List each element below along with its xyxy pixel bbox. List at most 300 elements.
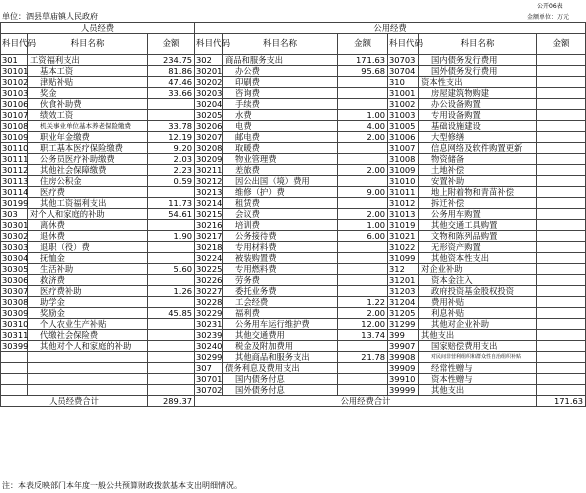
amount — [148, 275, 195, 286]
subject-name: 离休费 — [28, 220, 148, 231]
subject-code: 31002 — [388, 99, 419, 110]
personnel-total-label: 人员经费合计 — [1, 396, 148, 407]
amount — [338, 77, 388, 88]
subject-name: 国内债务发行费用 — [419, 55, 537, 66]
subject-code: 30102 — [2, 77, 29, 87]
subject-code: 31205 — [388, 308, 419, 319]
subject-code: 30216 — [196, 220, 223, 230]
table-row — [1, 121, 586, 132]
table-row — [1, 319, 586, 330]
subject-name: 取暖费 — [223, 143, 338, 154]
subject-name: 公务用车运行维护费 — [223, 319, 338, 330]
subject-code: 31201 — [388, 275, 419, 286]
table-row — [1, 242, 586, 253]
amount — [148, 297, 195, 308]
subject-name: 其他对企业补助 — [419, 319, 537, 330]
subject-code — [1, 363, 28, 374]
personnel-total-value: 289.37 — [148, 396, 195, 407]
subject-code: 30213 — [196, 187, 223, 197]
code-header: 科目代码 — [195, 34, 223, 55]
public-header: 公用经费 — [195, 23, 586, 34]
subject-name: 政府投资基金股权投资 — [419, 286, 537, 297]
subject-code: 30204 — [196, 99, 223, 109]
subject-name: 培训费 — [223, 220, 338, 231]
subject-code: 30228 — [196, 297, 223, 307]
amount — [148, 352, 195, 363]
amount — [338, 341, 388, 352]
subject-code: 307 — [195, 363, 223, 374]
amount: 171.63 — [338, 55, 388, 66]
table-row — [1, 352, 586, 363]
subject-name: 对个人和家庭的补助 — [28, 209, 148, 220]
subject-name: 租赁费 — [223, 198, 338, 209]
subject-code: 30704 — [388, 66, 419, 77]
table-row — [1, 77, 586, 88]
amount — [537, 55, 586, 66]
subject-name: 其他对个人和家庭的补助 — [28, 341, 148, 352]
amount: 1.90 — [148, 231, 195, 242]
amount: 2.00 — [338, 209, 388, 220]
unit-label: 单位：泗县草庙镇人民政府 — [2, 12, 98, 21]
subject-name: 债务利息及费用支出 — [223, 363, 338, 374]
subject-name: 退职（役）费 — [28, 242, 148, 253]
amount: 1.26 — [148, 286, 195, 297]
table-row — [1, 209, 586, 220]
subject-name: 其他资本性支出 — [419, 253, 537, 264]
subject-code: 30217 — [196, 231, 223, 241]
amount — [537, 110, 586, 121]
subject-code: 30299 — [196, 352, 223, 362]
subject-code — [1, 385, 28, 396]
subject-code: 30205 — [196, 110, 223, 120]
amount — [148, 341, 195, 352]
amount — [338, 374, 388, 385]
subject-code: 30304 — [2, 253, 29, 263]
subject-code: 30114 — [2, 187, 29, 197]
subject-name: 机关事业单位基本养老保险缴费 — [28, 121, 148, 132]
table-row — [1, 176, 586, 187]
subject-name: 物业管理费 — [223, 154, 338, 165]
amount — [338, 88, 388, 99]
table-row — [1, 55, 586, 66]
subject-name: 公务员医疗补助缴费 — [28, 154, 148, 165]
subject-code: 30309 — [2, 308, 29, 318]
subject-name: 专用材料费 — [223, 242, 338, 253]
subject-code: 31021 — [388, 231, 419, 242]
amount: 81.86 — [148, 66, 195, 77]
subject-name: 助学金 — [28, 297, 148, 308]
table-row — [1, 253, 586, 264]
amount: 33.66 — [148, 88, 195, 99]
amount — [537, 275, 586, 286]
subject-name — [28, 352, 148, 363]
amount — [537, 231, 586, 242]
table-row — [1, 363, 586, 374]
subject-name: 会议费 — [223, 209, 338, 220]
subject-code: 31009 — [388, 165, 419, 176]
subject-code: 30306 — [2, 275, 29, 285]
subject-code: 30225 — [196, 264, 223, 274]
personnel-header: 人员经费 — [1, 23, 195, 34]
table-row — [1, 286, 586, 297]
subject-name: 工会经费 — [223, 297, 338, 308]
subject-name: 无形资产购置 — [419, 242, 537, 253]
subject-name: 利息补贴 — [419, 308, 537, 319]
subject-name: 奖金 — [28, 88, 148, 99]
subject-code: 30206 — [196, 121, 223, 131]
subject-code: 30207 — [196, 132, 223, 142]
table-row — [1, 99, 586, 110]
subject-code: 30311 — [2, 330, 29, 340]
subject-code: 310 — [388, 77, 419, 88]
amount — [338, 385, 388, 396]
subject-code: 312 — [388, 264, 419, 275]
subject-name: 对企业补助 — [419, 264, 537, 275]
amount — [537, 220, 586, 231]
subject-code: 31005 — [388, 121, 419, 132]
amount — [537, 143, 586, 154]
subject-name: 绩效工资 — [28, 110, 148, 121]
table-row — [1, 187, 586, 198]
amount — [537, 154, 586, 165]
subject-name: 资本性赠与 — [419, 374, 537, 385]
amount: 1.00 — [338, 220, 388, 231]
amount — [148, 242, 195, 253]
subject-code: 30111 — [2, 154, 29, 164]
subject-name: 医疗费补助 — [28, 286, 148, 297]
subject-code: 30106 — [2, 99, 29, 109]
amount: 33.78 — [148, 121, 195, 132]
subject-name: 对民间非营利组织和群众性自治组织补贴 — [419, 352, 537, 363]
subject-name: 基础设施建设 — [419, 121, 537, 132]
subject-name: 公务用车购置 — [419, 209, 537, 220]
amount — [537, 99, 586, 110]
subject-name: 物资储备 — [419, 154, 537, 165]
amount — [537, 165, 586, 176]
subject-name: 房屋建筑物购建 — [419, 88, 537, 99]
amount: 234.75 — [148, 55, 195, 66]
amount: 54.61 — [148, 209, 195, 220]
subject-name: 电费 — [223, 121, 338, 132]
subject-code: 31007 — [388, 143, 419, 154]
amount: 45.85 — [148, 308, 195, 319]
amount — [148, 374, 195, 385]
subject-code: 30229 — [196, 308, 223, 318]
amount — [537, 308, 586, 319]
subject-name — [28, 374, 148, 385]
subject-name: 税金及附加费用 — [223, 341, 338, 352]
subject-code: 30227 — [196, 286, 223, 296]
amount: 2.00 — [338, 132, 388, 143]
table-row — [1, 198, 586, 209]
amount — [338, 143, 388, 154]
subject-code: 30108 — [2, 121, 29, 131]
subject-name: 差旅费 — [223, 165, 338, 176]
subject-name: 其他工资福利支出 — [28, 198, 148, 209]
subject-name: 国外债务付息 — [223, 385, 338, 396]
subject-name: 费用补贴 — [419, 297, 537, 308]
subject-name: 职业年金缴费 — [28, 132, 148, 143]
subject-name: 津贴补贴 — [28, 77, 148, 88]
subject-code: 30209 — [196, 154, 223, 164]
subject-name: 咨询费 — [223, 88, 338, 99]
table-row — [1, 297, 586, 308]
amount: 4.00 — [338, 121, 388, 132]
subject-name: 信息网络及软件购置更新 — [419, 143, 537, 154]
table-row — [1, 275, 586, 286]
amount-header: 金额 — [338, 34, 388, 55]
table-row — [1, 154, 586, 165]
subject-code: 30310 — [2, 319, 29, 329]
subject-name: 国内债务付息 — [223, 374, 338, 385]
subject-name: 职工基本医疗保险缴费 — [28, 143, 148, 154]
amount — [537, 209, 586, 220]
amount — [537, 330, 586, 341]
amount — [338, 176, 388, 187]
subject-name: 文物和陈列品购置 — [419, 231, 537, 242]
amount: 11.73 — [148, 198, 195, 209]
subject-name: 安置补助 — [419, 176, 537, 187]
amount — [148, 253, 195, 264]
table-row — [1, 231, 586, 242]
subject-code: 30199 — [2, 198, 29, 208]
subject-name: 抚恤金 — [28, 253, 148, 264]
table-row — [1, 341, 586, 352]
subject-code: 30303 — [2, 242, 29, 252]
subject-name: 工资福利支出 — [28, 55, 148, 66]
subject-code: 30301 — [2, 220, 29, 230]
subject-code: 30109 — [2, 132, 29, 142]
amount: 2.00 — [338, 165, 388, 176]
amount — [537, 297, 586, 308]
amount — [338, 242, 388, 253]
code-header: 科目代码 — [388, 34, 419, 55]
subject-name: 其他商品和服务支出 — [223, 352, 338, 363]
name-header: 科目名称 — [419, 34, 537, 55]
subject-name: 奖励金 — [28, 308, 148, 319]
subject-code: 30202 — [196, 77, 223, 87]
subject-name: 委托业务费 — [223, 286, 338, 297]
subject-code: 30112 — [2, 165, 29, 175]
amount — [148, 187, 195, 198]
subject-name: 退休费 — [28, 231, 148, 242]
table-row — [1, 132, 586, 143]
amount — [338, 198, 388, 209]
amount — [338, 154, 388, 165]
subject-code: 31019 — [388, 220, 419, 231]
subject-code: 30208 — [196, 143, 223, 153]
subject-code: 31003 — [388, 110, 419, 121]
amount — [148, 319, 195, 330]
subject-name: 其他支出 — [419, 385, 537, 396]
code-header: 科目代码 — [1, 34, 28, 55]
subject-name: 代缴社会保险费 — [28, 330, 148, 341]
subject-code: 31006 — [388, 132, 419, 143]
amount: 9.00 — [338, 187, 388, 198]
subject-name: 基本工资 — [28, 66, 148, 77]
subject-name: 福利费 — [223, 308, 338, 319]
amount — [537, 352, 586, 363]
subject-code — [1, 352, 28, 363]
amount: 6.00 — [338, 231, 388, 242]
subject-code — [1, 374, 28, 385]
table-row — [1, 110, 586, 121]
amount — [537, 253, 586, 264]
subject-name: 其他支出 — [419, 330, 537, 341]
subject-code: 30399 — [2, 341, 29, 351]
subject-code: 30701 — [196, 374, 223, 384]
amount — [537, 264, 586, 275]
amount — [537, 385, 586, 396]
subject-code: 30302 — [2, 231, 29, 241]
amount — [537, 88, 586, 99]
amount: 13.74 — [338, 330, 388, 341]
amount — [537, 187, 586, 198]
subject-name: 水费 — [223, 110, 338, 121]
amount — [537, 286, 586, 297]
subject-name: 印刷费 — [223, 77, 338, 88]
subject-name: 土地补偿 — [419, 165, 537, 176]
subject-name: 救济费 — [28, 275, 148, 286]
amount: 9.20 — [148, 143, 195, 154]
subject-code: 30218 — [196, 242, 223, 252]
amount — [148, 220, 195, 231]
table-row — [1, 66, 586, 77]
expenditure-table — [0, 22, 586, 407]
subject-code: 31010 — [388, 176, 419, 187]
subject-code: 31011 — [388, 187, 419, 198]
table-row — [1, 143, 586, 154]
subject-name: 邮电费 — [223, 132, 338, 143]
amount: 2.00 — [338, 308, 388, 319]
subject-name: 专用燃料费 — [223, 264, 338, 275]
subject-name: 办公设备购置 — [419, 99, 537, 110]
subject-name: 国外债务发行费用 — [419, 66, 537, 77]
subject-code: 30214 — [196, 198, 223, 208]
subject-code: 301 — [1, 55, 28, 66]
subject-code: 31008 — [388, 154, 419, 165]
subject-code: 302 — [195, 55, 223, 66]
amount: 0.59 — [148, 176, 195, 187]
subject-code: 39909 — [388, 363, 419, 374]
money-unit-label: 金额单位：万元 — [527, 14, 570, 21]
amount — [148, 99, 195, 110]
subject-code: 30239 — [196, 330, 223, 340]
amount — [148, 363, 195, 374]
subject-name: 个人农业生产补贴 — [28, 319, 148, 330]
subject-code: 30113 — [2, 176, 29, 186]
amount — [537, 363, 586, 374]
amount — [537, 374, 586, 385]
amount: 47.46 — [148, 77, 195, 88]
amount — [338, 286, 388, 297]
subject-code: 31204 — [388, 297, 419, 308]
subject-name: 劳务费 — [223, 275, 338, 286]
subject-name: 专用设备购置 — [419, 110, 537, 121]
subject-name: 资本金注入 — [419, 275, 537, 286]
subject-name: 国家赔偿费用支出 — [419, 341, 537, 352]
amount: 5.60 — [148, 264, 195, 275]
table-row — [1, 88, 586, 99]
subject-code: 30203 — [196, 88, 223, 98]
subject-name: 公务接待费 — [223, 231, 338, 242]
amount — [338, 264, 388, 275]
subject-name: 拆迁补偿 — [419, 198, 537, 209]
subject-name: 地上附着物和青苗补偿 — [419, 187, 537, 198]
subject-code: 31299 — [388, 319, 419, 330]
amount: 12.00 — [338, 319, 388, 330]
subject-name: 大型修缮 — [419, 132, 537, 143]
amount — [537, 66, 586, 77]
subject-name — [28, 363, 148, 374]
public-total-value: 171.63 — [537, 396, 586, 407]
amount-header: 金额 — [148, 34, 195, 55]
amount: 1.00 — [338, 110, 388, 121]
amount — [148, 385, 195, 396]
subject-name: 经常性赠与 — [419, 363, 537, 374]
subject-code: 303 — [1, 209, 28, 220]
subject-name: 被装购置费 — [223, 253, 338, 264]
amount — [537, 176, 586, 187]
subject-code: 31012 — [388, 198, 419, 209]
subject-code: 31022 — [388, 242, 419, 253]
subject-code: 39910 — [388, 374, 419, 385]
subject-name: 伙食补助费 — [28, 99, 148, 110]
subject-code: 30307 — [2, 286, 29, 296]
table-row — [1, 220, 586, 231]
amount-header: 金额 — [537, 34, 586, 55]
amount — [537, 77, 586, 88]
subject-name: 其他交通费用 — [223, 330, 338, 341]
amount — [537, 319, 586, 330]
amount — [537, 132, 586, 143]
amount — [537, 341, 586, 352]
subject-code: 30110 — [2, 143, 29, 153]
name-header: 科目名称 — [28, 34, 148, 55]
subject-code: 399 — [388, 330, 419, 341]
subject-code: 30103 — [2, 88, 29, 98]
table-row — [1, 264, 586, 275]
amount: 2.23 — [148, 165, 195, 176]
table-row — [1, 374, 586, 385]
amount — [537, 121, 586, 132]
amount: 95.68 — [338, 66, 388, 77]
subject-name: 医疗费 — [28, 187, 148, 198]
subject-code: 30107 — [2, 110, 29, 120]
amount — [338, 253, 388, 264]
amount — [537, 242, 586, 253]
amount — [537, 198, 586, 209]
amount: 21.78 — [338, 352, 388, 363]
subject-name: 其他交通工具购置 — [419, 220, 537, 231]
amount — [338, 275, 388, 286]
subject-code: 31099 — [388, 253, 419, 264]
subject-code: 30226 — [196, 275, 223, 285]
amount — [338, 363, 388, 374]
subject-name: 资本性支出 — [419, 77, 537, 88]
subject-name: 因公出国（境）费用 — [223, 176, 338, 187]
table-row — [1, 330, 586, 341]
subject-code: 31013 — [388, 209, 419, 220]
subject-code: 39999 — [388, 385, 419, 396]
table-row — [1, 385, 586, 396]
subject-code: 30212 — [196, 176, 223, 186]
subject-code: 30101 — [2, 66, 29, 76]
subject-code: 30308 — [2, 297, 29, 307]
form-number: 公开06表 — [537, 3, 563, 10]
subject-code: 30224 — [196, 253, 223, 263]
table-row — [1, 165, 586, 176]
